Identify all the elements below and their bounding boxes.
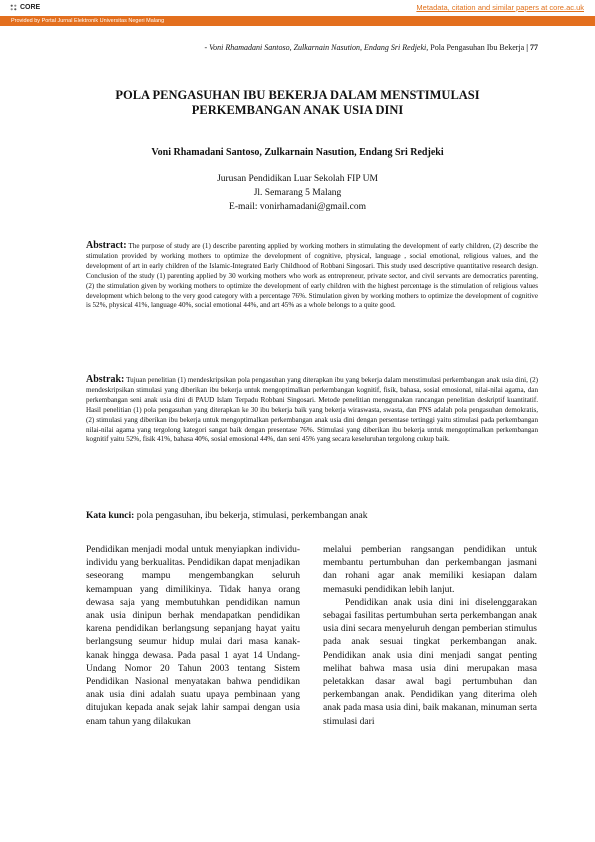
abstract-en-label: Abstract: [86, 240, 127, 251]
body-paragraph: Pendidikan menjadi modal untuk menyiapkan individu-individu yang berkualitas. Pendidikan dapat menjadikan seseorang mampu mengembangkan seluruh kemampuan yang dimilikinya. Tidak hanya orang dewasa saja yang membutuhkan pendidikan namun anak usia dinipun berhak mendapatkan pendidikan karena pendidikan berlangsung sepanjang hayat yaitu berlangsung seumur hidup mulai dari masa kanak-kanak hingga dewasa. Pada pasal 1 ayat 14 Undang-Undang Nomor 20 Tahun 2003 tentang Sistem Pendidikan Nasional menyatakan bahwa pendidikan anak usia dini adalah suatu upaya pembinaan yang ditujukan kepada anak sejak lahir sampai dengan usia enam tahun yang dilakukan [86, 545, 300, 727]
core-metadata-link[interactable]: Metadata, citation and similar papers at core.ac.uk [416, 3, 584, 12]
abstract-english [86, 241, 538, 311]
affiliation-dept: Jurusan Pendidikan Luar Sekolah FIP UM [217, 174, 378, 184]
core-logo-icon [9, 3, 18, 12]
keywords [86, 511, 368, 521]
abstract-id-label: Abstrak: [86, 374, 125, 385]
keywords-text: pola pengasuhan, ibu bekerja, stimulasi, perkembangan anak [134, 511, 368, 521]
core-banner [0, 0, 595, 16]
abstract-indonesian [86, 375, 538, 445]
body-paragraph: Pendidikan anak usia dini ini diselenggarakan sebagai fasilitas pertumbuhan serta perkembangan anak usia dini secara menyeluruh dengan pemberian stimulus pada anak sesuai tingkat perkembangan anak. Pendidikan anak usia dini menjadi sangat penting melihat bahwa masa usia dini merupakan masa peletakkan dasar awal bagi pertumbuhan dan perkembangan anak. Pendidikan yang diterima oleh anak pada masa usia dini, baik makanan, minuman serta stimulasi dari [323, 597, 537, 727]
affiliation-address: Jl. Semarang 5 Malang [253, 188, 342, 198]
core-logo-text: CORE [20, 4, 41, 11]
running-head-authors: - Voni Rhamadani Santoso, Zulkarnain Nasution, Endang Sri Redjeki, [204, 43, 429, 52]
core-logo[interactable] [9, 3, 40, 12]
running-head-title: Pola Pengasuhan Ibu Bekerja [428, 43, 525, 52]
affiliation-email: E-mail: vonirhamadani@gmail.com [229, 202, 366, 212]
body-paragraph: melalui pemberian rangsangan pendidikan untuk membantu pertumbuhan dan perkembangan jasmani dan rohani agar anak memiliki kesiapan dalam memasuki pendidikan lebih lanjut. [323, 545, 537, 595]
keywords-label: Kata kunci: [86, 511, 135, 521]
provided-by-text: Provided by Portal Jurnal Elektronik Universitas Negeri Malang [11, 17, 165, 24]
abstract-en-text: The purpose of study are (1) describe parenting applied by working mothers in stimulating the development of early children, (2) describe the stimulation provided by working mothers to optimize the development of cognitive, physical, language , social emotional, religious values, and the development of art in early children of the Islamic-Integrated Early Childhood of Robbani Singosari. This study used descriptive quantitative research design. Conclusion of the study (1) parenting applied by 30 working mothers who work as entrepreneur, private sector, and civil servants are democratics parenting, (2) the stimulation given by working mothers to optimize the development of early children with the highest percentage is the stimulation of religious values development which belong to the very good category with a percentage 76%. Stimulation given by working mothers to optimize the development of cognitive is 52%, physical 41%, language 40%, social emotional 44%, and art 45% as a whole belongs to a quite good. [86, 242, 538, 310]
abstract-id-text: Tujuan penelitian (1) mendeskripsikan pola pengasuhan yang diterapkan ibu yang bekerja dalam menstimulasi perkembangan anak usia dini, (2) mendeskripsikan stimulasi yang diberikan ibu bekerja untuk mengoptimalkan perkembangan kognitif, fisik, bahasa, sosial emosional, nilai-nilai agama, dan perkembangan seni anak usia dini di PAUD Islam Terpadu Robbani Singosari. Metode penelitian menggunakan rancangan penelitian deskriptif kuantitatif. Hasil penelitian (1) pola pengasuhan yang diterapkan ke 30 ibu bekerja baik yang bekerja wiraswasta, swasta, dan PNS adalah pola pengasuhan demokratis, (2) stimulasi yang diberikan ibu bekerja untuk mengoptimalkan perkembangan anak usia dini dengan persentase tertinggi yaitu stimulasi pada perkembangan nilai-nilai agama yang tergolong kategori sangat baik dengan presentase 76%. Stimulasi yang diberikan ibu bekerja untuk mengoptimalkan perkembangan kognitif yaitu 52%, fisik 41%, bahasa 40%, sosial emosional 44%, dan seni 45% yang secara keseluruhan tergolong cukup baik. [86, 376, 538, 444]
body-column-right [323, 544, 537, 729]
title-line-1: POLA PENGASUHAN IBU BEKERJA DALAM MENSTIMULASI [115, 88, 480, 102]
paper-title [60, 88, 535, 118]
page-number: | 77 [526, 43, 538, 52]
provided-by-bar [0, 16, 595, 26]
affiliation [60, 172, 535, 214]
body-column-left [86, 544, 300, 729]
authors: Voni Rhamadani Santoso, Zulkarnain Nasution, Endang Sri Redjeki [151, 147, 444, 158]
title-line-2: PERKEMBANGAN ANAK USIA DINI [191, 103, 404, 117]
running-head [204, 43, 538, 52]
